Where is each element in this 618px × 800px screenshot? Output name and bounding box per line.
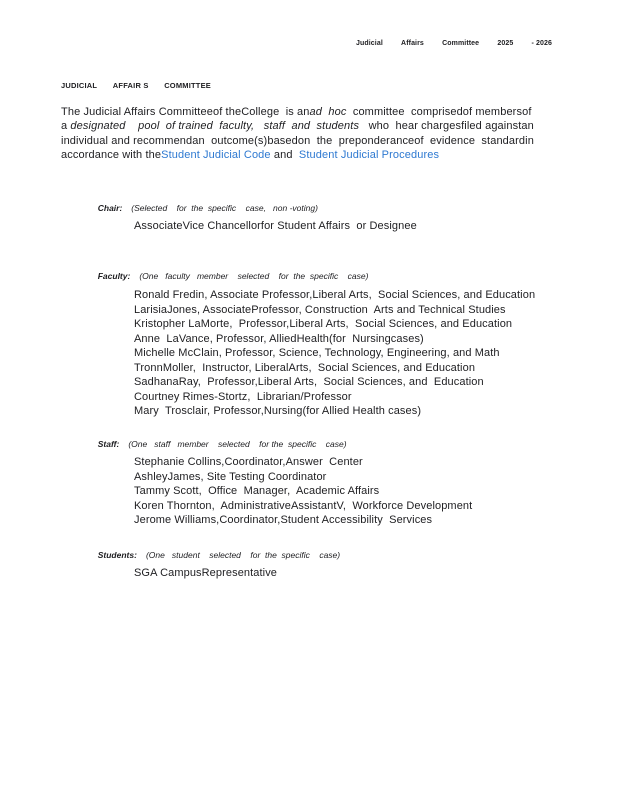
- staff-member-list: [134, 455, 472, 528]
- running-header-word: Affairs: [401, 40, 424, 47]
- faculty-section-heading: [93, 261, 368, 281]
- member-line: AshleyJames, Site Testing Coordinator: [134, 470, 327, 483]
- students-label: Students:: [97, 550, 137, 560]
- member-line: Tammy Scott, Office Manager, Academic Affairs: [134, 485, 380, 497]
- member-line: SGA CampusRepresentative: [134, 567, 278, 579]
- students-note: (One student selected for the specific case): [145, 550, 341, 560]
- member-line: Anne LaVance, Professor, AlliedHealth(for Nursingcases): [134, 332, 424, 345]
- running-header-word: Committee: [442, 40, 480, 47]
- staff-section-heading: [93, 429, 347, 449]
- text-run: The Judicial Affairs Committeeof theCollege is an: [61, 106, 310, 118]
- text-run: who hear chargesfiled againstan: [359, 120, 534, 133]
- italic-text-run: designated pool of trained faculty, staff and students: [70, 120, 360, 133]
- member-line: Mary Trosclair, Professor,Nursing(for Allied Health cases): [134, 405, 422, 417]
- chair-label: Chair:: [97, 203, 123, 213]
- staff-label: Staff:: [97, 439, 120, 449]
- member-line: SadhanaRay, Professor,Liberal Arts, Social Sciences, and Education: [134, 376, 484, 388]
- member-line: TronnMoller, Instructor, LiberalArts, Social Sciences, and Education: [134, 361, 476, 374]
- page-title-word: COMMITTEE: [164, 81, 211, 90]
- page-title-word: AFFAIR S: [112, 81, 149, 90]
- faculty-member-list: [134, 288, 535, 419]
- member-line: Koren Thornton, AdministrativeAssistantV, Workforce Development: [134, 499, 473, 512]
- text-run: accordance with the: [61, 149, 162, 162]
- chair-section-heading: [93, 193, 318, 213]
- running-header-word: Judicial: [356, 40, 383, 47]
- chair-note: (Selected for the specific case, non -voting): [131, 203, 318, 213]
- member-line: Michelle McClain, Professor, Science, Technology, Engineering, and Math: [134, 347, 500, 359]
- member-line: Ronald Fredin, Associate Professor,Liberal Arts, Social Sciences, and Education: [134, 289, 536, 301]
- text-run: individual and recommendan outcome(s)basedon the preponderanceof evidence standardin: [61, 134, 534, 147]
- hyperlink[interactable]: Student Judicial Code: [161, 149, 271, 162]
- faculty-label: Faculty:: [97, 271, 131, 281]
- member-line: Jerome Williams,Coordinator,Student Accessibility Services: [134, 514, 433, 526]
- text-run: and: [270, 149, 299, 162]
- member-line: Kristopher LaMorte, Professor,Liberal Arts, Social Sciences, and Education: [134, 318, 513, 330]
- running-header-word: - 2026: [531, 40, 552, 47]
- intro-line: [61, 119, 581, 133]
- intro-line: [61, 134, 581, 148]
- member-line: Courtney Rimes-Stortz, Librarian/Professor: [134, 390, 352, 403]
- chair-member-list: [134, 219, 417, 234]
- page-title-word: JUDICIAL: [61, 81, 98, 90]
- students-section-heading: [93, 540, 340, 560]
- intro-line: [61, 105, 581, 119]
- member-line: AssociateVice Chancellorfor Student Affairs or Designee: [134, 220, 417, 232]
- running-header-word: 2025: [497, 40, 514, 47]
- page-title: [61, 81, 211, 90]
- italic-text-run: ad hoc: [309, 106, 347, 118]
- text-run: committee comprisedof membersof: [346, 106, 532, 118]
- hyperlink[interactable]: Student Judicial Procedures: [298, 149, 440, 162]
- students-member-list: [134, 566, 277, 581]
- running-header: [356, 40, 552, 47]
- text-run: a: [61, 120, 71, 133]
- member-line: LarisiaJones, AssociateProfessor, Construction Arts and Technical Studies: [134, 303, 506, 316]
- intro-paragraph: [61, 105, 581, 163]
- staff-note: (One staff member selected for the specific case): [128, 439, 347, 449]
- faculty-note: (One faculty member selected for the specific case): [139, 271, 369, 281]
- intro-line: [61, 148, 581, 162]
- member-line: Stephanie Collins,Coordinator,Answer Center: [134, 456, 363, 468]
